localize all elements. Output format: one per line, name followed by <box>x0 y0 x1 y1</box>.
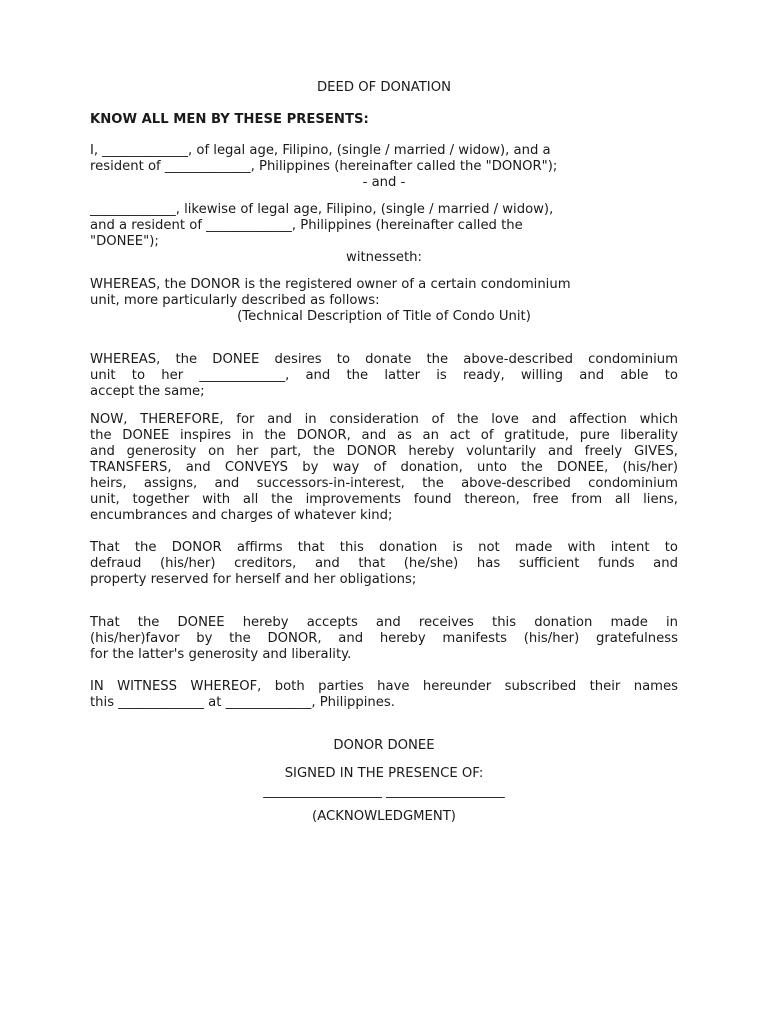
now-therefore-line: encumbrances and charges of whatever kind; <box>90 508 393 523</box>
donor-paragraph <box>90 143 678 175</box>
donor-affirms-paragraph <box>90 540 678 588</box>
donee-accepts-line: That the DONEE hereby accepts and receives this donation made in <box>90 615 678 630</box>
now-therefore-line: TRANSFERS, and CONVEYS by way of donation, unto the DONEE, (his/her) <box>90 460 678 475</box>
donor-affirms-line: defraud (his/her) creditors, and that (he/she) has sufficient funds and <box>90 556 678 571</box>
whereas-owner-line: WHEREAS, the DONOR is the registered owner of a certain condominium <box>90 277 571 292</box>
now-therefore-line: the DONEE inspires in the DONOR, and as an act of gratitude, pure liberality <box>90 428 678 443</box>
document-title: DEED OF DONATION <box>317 80 451 95</box>
donee-accepts-line: for the latter's generosity and liberality. <box>90 647 352 662</box>
in-witness-line: IN WITNESS WHEREOF, both parties have hereunder subscribed their names <box>90 679 678 694</box>
whereas-donate-line: accept the same; <box>90 384 205 399</box>
donee-line: "DONEE"); <box>90 234 159 249</box>
whereas-owner-paragraph <box>90 277 678 309</box>
technical-description: (Technical Description of Title of Condo Unit) <box>237 309 531 324</box>
now-therefore-line: unit, together with all the improvements found thereon, free from all liens, <box>90 492 678 507</box>
in-witness-line: this _____________ at _____________, Philippines. <box>90 695 395 710</box>
now-therefore-line: heirs, assigns, and successors-in-interest, the above-described condominium <box>90 476 678 491</box>
whereas-donate-line: WHEREAS, the DONEE desires to donate the above-described condominium <box>90 352 678 367</box>
donor-line: I, _____________, of legal age, Filipino, (single / married / widow), and a <box>90 143 551 158</box>
witnesseth-label: witnesseth: <box>346 250 422 265</box>
whereas-donate-line: unit to her _____________, and the latter is ready, willing and able to <box>90 368 678 383</box>
donee-accepts-paragraph <box>90 615 678 663</box>
and-separator: - and - <box>362 175 406 190</box>
donor-line: resident of _____________, Philippines (hereinafter called the "DONOR"); <box>90 159 558 174</box>
donee-line: and a resident of _____________, Philippines (hereinafter called the <box>90 218 523 233</box>
witness-signature-lines: __________________ __________________ <box>263 784 505 799</box>
whereas-owner-line: unit, more particularly described as follows: <box>90 293 380 308</box>
donee-accepts-line: (his/her)favor by the DONOR, and hereby manifests (his/her) gratefulness <box>90 631 678 646</box>
document-heading: KNOW ALL MEN BY THESE PRESENTS: <box>90 112 369 127</box>
donee-line: _____________, likewise of legal age, Filipino, (single / married / widow), <box>90 202 554 217</box>
acknowledgment-label: (ACKNOWLEDGMENT) <box>312 809 456 824</box>
donor-affirms-line: That the DONOR affirms that this donation is not made with intent to <box>90 540 678 555</box>
whereas-donate-paragraph <box>90 352 678 400</box>
now-therefore-line: NOW, THEREFORE, for and in consideration of the love and affection which <box>90 412 678 427</box>
donee-paragraph <box>90 202 678 250</box>
signatories-label: DONOR DONEE <box>333 738 435 753</box>
now-therefore-paragraph <box>90 412 678 524</box>
donor-affirms-line: property reserved for herself and her obligations; <box>90 572 417 587</box>
now-therefore-line: and generosity on her part, the DONOR hereby voluntarily and freely GIVES, <box>90 444 678 459</box>
signed-presence-label: SIGNED IN THE PRESENCE OF: <box>284 766 484 781</box>
in-witness-paragraph <box>90 679 678 711</box>
